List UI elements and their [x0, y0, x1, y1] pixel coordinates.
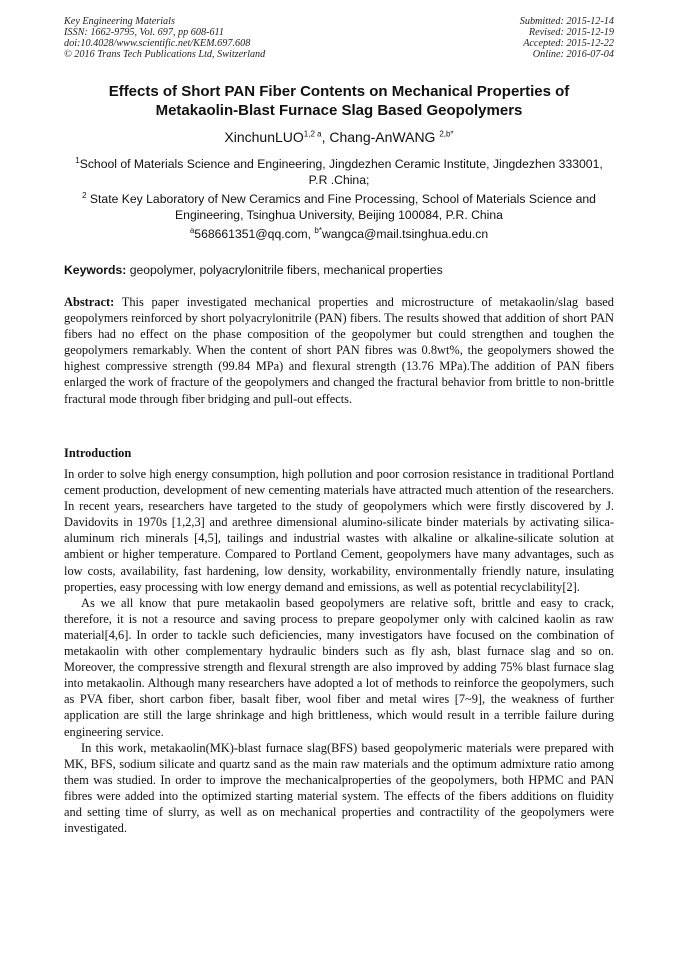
title-line-1: Effects of Short PAN Fiber Contents on Mechanical Properties of [108, 83, 570, 100]
keywords-label: Keywords: [64, 263, 127, 277]
affiliation-line: Engineering, Tsinghua University, Beijing 100084, P.R. China [175, 208, 503, 222]
keywords [64, 263, 614, 278]
paragraph: In order to solve high energy consumption, high pollution and poor corrosion resistance in traditional Portland cement production, development of new cementing materials have attracted much attention of the researchers. In recent years, researchers have targeted to the study of geopolymers which were firstly discovered by J. Davidovits in 1970s [1,2,3] and arethree dimensional alumino-silicate binder materials by activating silica-aluminum rich minerals [4,5], tailings and industrial wastes with alkaline or alkaline-silicate solution at ambient or higher temperature. Compared to Portland Cement, geopolymers have many advantages, such as low costs, availability, fast hardening, low density, workability, environmentally friendly nature, insulating properties, easy processing with low energy demand and emissions, as well as potential recyclability[2]. [64, 467, 614, 594]
copyright-line: © 2016 Trans Tech Publications Ltd, Switzerland [64, 49, 266, 60]
affiliation-line: School of Materials Science and Engineering, Jingdezhen Ceramic Institute, Jingdezhen 333001, [79, 157, 603, 171]
author-emails [40, 226, 638, 242]
keywords-text: geopolymer, polyacrylonitrile fibers, mechanical properties [126, 263, 443, 277]
author-list [40, 128, 638, 146]
author-name: XinchunLUO [224, 129, 304, 145]
author-name: Chang-AnWANG [329, 129, 440, 145]
affiliation-mark: 1 [75, 155, 80, 165]
journal-name: Key Engineering Materials [64, 16, 175, 27]
email-link[interactable]: 568661351@qq.com, [194, 227, 315, 241]
paragraph: In this work, metakaolin(MK)-blast furnace slag(BFS) based geopolymeric materials were prepared with MK, BFS, sodium silicate and quartz sand as the main raw materials and the optimum admixture ratio among them was studied. In order to improve the mechanicalproperties of the geopolymers, both HPMC and PAN fibres were added into the optimized starting material system. The effects of the fibers additions on fluidity and setting time of slurry, as well as on mechanical properties and contractility of the geopolymers were investigated. [64, 740, 614, 836]
paper-title [40, 82, 638, 120]
email-link[interactable]: wangca@mail.tsinghua.edu.cn [321, 227, 489, 241]
affiliation-line: State Key Laboratory of New Ceramics and Fine Processing, School of Materials Science and [86, 192, 596, 206]
author-affiliation-mark: 1,2 a [303, 129, 322, 139]
accepted-date: Accepted: 2015-12-22 [523, 38, 614, 49]
journal-header-right [520, 16, 614, 60]
title-line-2: Metakaolin-Blast Furnace Slag Based Geopolymers [155, 102, 523, 119]
online-date: Online: 2016-07-04 [532, 49, 614, 60]
author-affiliation-mark: 2,b* [439, 129, 454, 139]
section-heading-introduction: Introduction [64, 446, 132, 460]
email-mark: b* [314, 225, 322, 235]
doi-line[interactable]: doi:10.4028/www.scientific.net/KEM.697.608 [64, 38, 251, 49]
introduction-body [64, 466, 614, 836]
author-separator: , [321, 129, 330, 145]
revised-date: Revised: 2015-12-19 [528, 27, 614, 38]
journal-header-left [64, 16, 265, 60]
abstract-text: This paper investigated mechanical properties and microstructure of metakaolin/slag based geopolymers reinforced by short polyacrylonitrile (PAN) fibers. The results showed that addition of short PAN fibers had no effect on the phase composition of the geopolymer but could strengthen and toughen the geopolymers remarkably. When the content of short PAN fibres was 0.8wt%, the geopolymers showed the highest compressive strength (99.84 MPa) and flexural strength (13.76 MPa).The addition of PAN fibers enlarged the work of fracture of the geopolymers and changed the fractural behavior from brittle to non-brittle fractural mode through fiber bridging and pull-out effects. [64, 295, 614, 406]
issn-line: ISSN: 1662-9795, Vol. 697, pp 608-611 [64, 27, 224, 38]
abstract-label: Abstract: [64, 295, 115, 309]
affiliation-1 [58, 156, 620, 188]
submitted-date: Submitted: 2015-12-14 [519, 16, 614, 27]
abstract [64, 294, 614, 407]
affiliation-line: P.R .China; [308, 173, 370, 187]
affiliation-2 [58, 191, 620, 223]
paragraph: As we all know that pure metakaolin based geopolymers are relative soft, brittle and easy to crack, therefore, it is not a resource and saving process to prepare geopolymer only with calcined kaolin as raw material[4,6]. In order to tackle such deficiencies, many investigators have focused on the combination of metakaolin with other complementary hydraulic binders such as fly ash, blast furnace slag and so on. Moreover, the compressive strength and flexural strength are also improved by adding 75% blast furnace slag into metakaolin. Although many researchers have adopted a lot of methods to reinforce the geopolymers, such as PVA fiber, short carbon fiber, basalt fiber, wool fiber and metal wires [7~9], the weakness of further application are still the large shrinkage and high brittleness, which would result in a terrible failure during engineering service. [64, 595, 614, 739]
affiliation-mark: 2 [82, 190, 87, 200]
email-mark: a [189, 225, 195, 235]
